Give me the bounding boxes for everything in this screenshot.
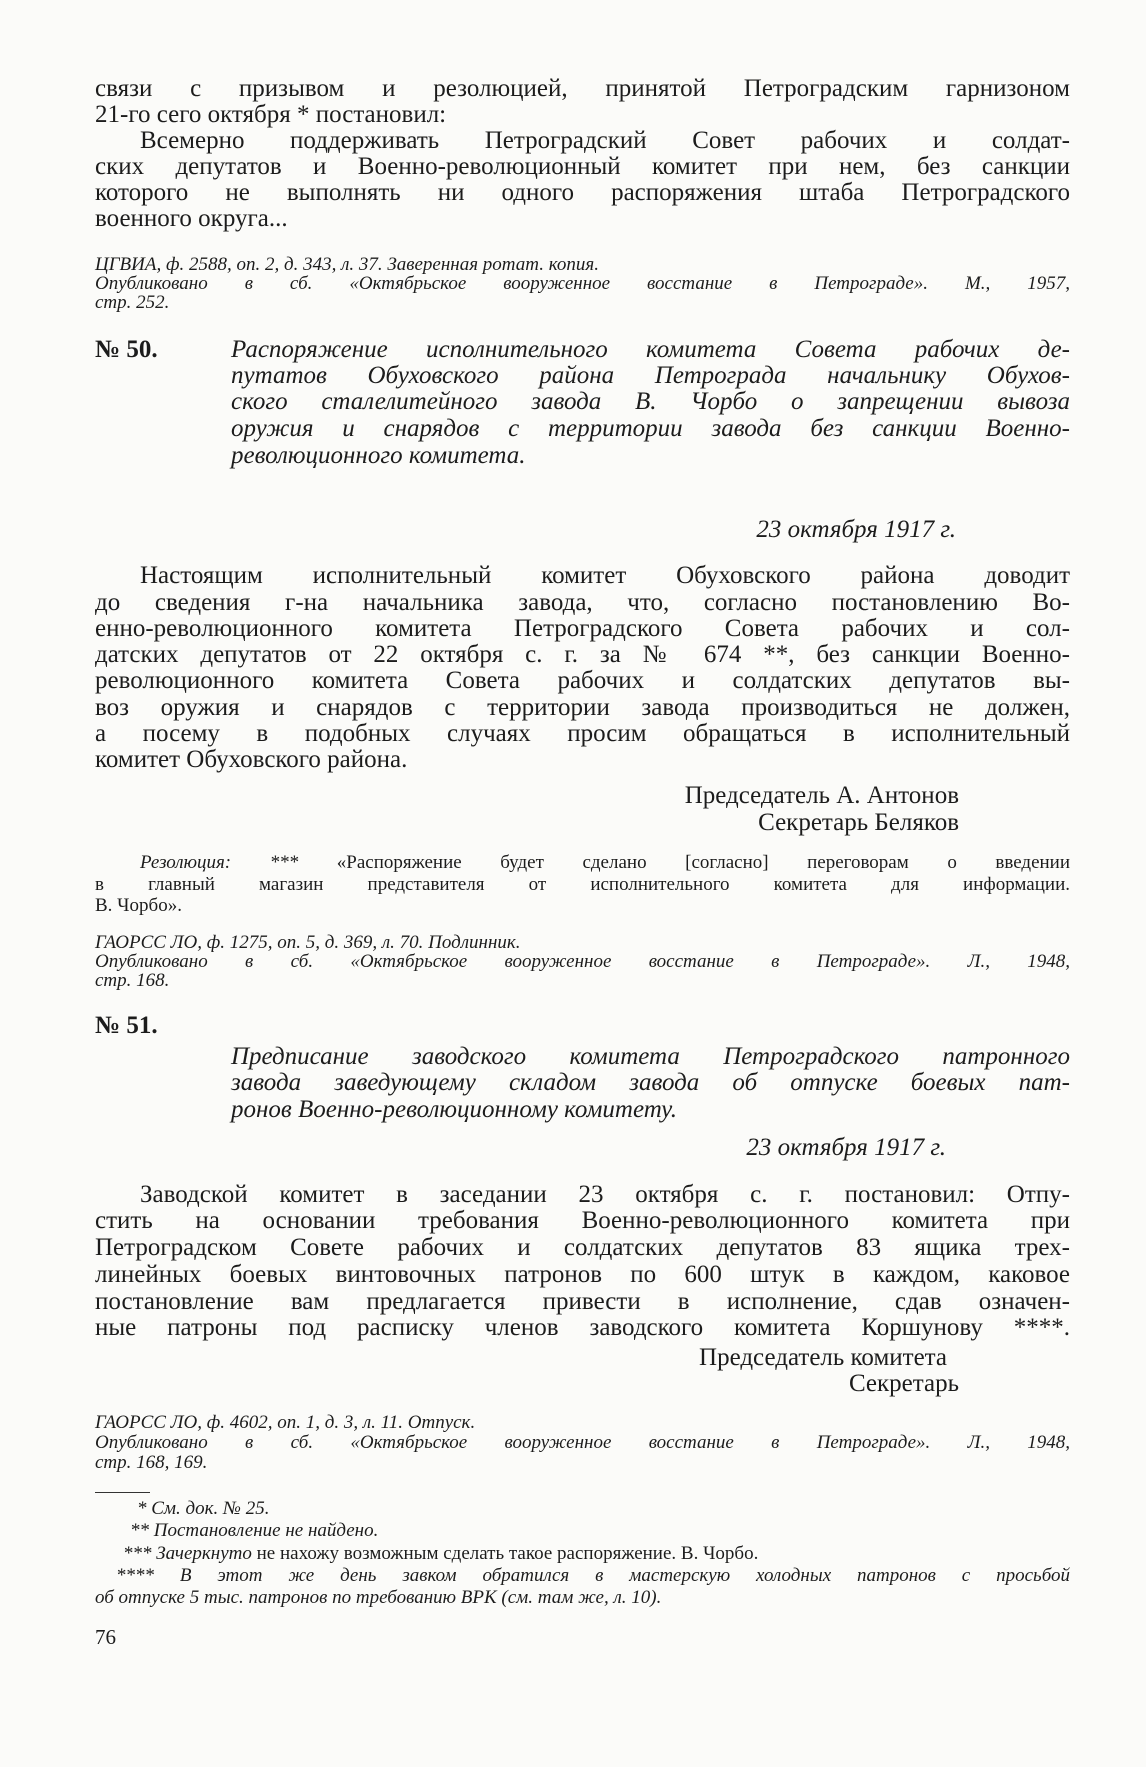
text-line: Петроградском Совете рабочих и солдатских депутатов 83 ящика трех- <box>95 1234 1070 1261</box>
source-line: ЦГВИА, ф. 2588, оп. 2, д. 343, л. 37. Заверенная ротат. копия. <box>95 254 599 275</box>
document-date: 23 октября 1917 г. <box>746 1134 946 1161</box>
source-line: Опубликовано в сб. «Октябрьское вооруженное восстание в Петрограде». Л., 1948, <box>95 1432 1070 1453</box>
source-line: Опубликовано в сб. «Октябрьское вооруженное восстание в Петрограде». М., 1957, <box>95 273 1070 294</box>
footnote-text: См. док. № 25. <box>151 1498 270 1519</box>
text-line: а посему в подобных случаях просим обращаться в исполнительный <box>95 720 1070 747</box>
document-number: № 51. <box>95 1012 158 1039</box>
footnote <box>123 1543 758 1564</box>
text-line: военного округа... <box>95 205 288 232</box>
document-title-line: Предписание заводского комитета Петроградского патронного <box>231 1043 1070 1070</box>
footnote-text: об отпуске 5 тыс. патронов по требованию ВРК (см. там же, л. 10). <box>95 1587 662 1608</box>
source-line: ГАОРСС ЛО, ф. 1275, оп. 5, д. 369, л. 70. Подлинник. <box>95 932 521 953</box>
document-title-line: революционного комитета. <box>231 442 526 469</box>
footnote-text: не нахожу возможным сделать такое распоряжение. В. Чорбо. <box>256 1543 759 1564</box>
document-title-line: Распоряжение исполнительного комитета Совета рабочих де- <box>231 336 1070 363</box>
source-line: ГАОРСС ЛО, ф. 4602, оп. 1, д. 3, л. 11. Отпуск. <box>95 1412 476 1433</box>
footnote <box>116 1565 1070 1586</box>
source-line: Опубликовано в сб. «Октябрьское вооруженное восстание в Петрограде». Л., 1948, <box>95 951 1070 972</box>
resolution-line: В. Чорбо». <box>95 895 182 916</box>
text-line: енно-революционного комитета Петроградского Совета рабочих и сол- <box>95 615 1070 642</box>
signature-chairman: Председатель А. Антонов <box>684 782 959 809</box>
text-line: ные патроны под расписку членов заводского комитета Коршунову ****. <box>95 1314 1070 1341</box>
source-line: стр. 252. <box>95 292 170 313</box>
signature-chairman: Председатель комитета <box>699 1344 947 1371</box>
resolution-label: Резолюция: *** <box>140 852 299 873</box>
document-number: № 50. <box>95 336 158 363</box>
document-title-line: ского сталелитейного завода В. Чорбо о запрещении вывоза <box>231 388 1070 415</box>
source-line: стр. 168. <box>95 970 170 991</box>
resolution-line <box>140 852 1070 873</box>
text-line: комитет Обуховского района. <box>95 746 408 773</box>
signature-secretary: Секретарь Беляков <box>758 809 959 836</box>
footnote-text-italic: Зачеркнуто <box>156 1543 252 1564</box>
resolution-text: «Распоряжение будет сделано [согласно] переговорам о введении <box>336 852 1071 873</box>
document-title-line: завода заведующему складом завода об отпуске боевых пат- <box>231 1069 1070 1096</box>
footnote <box>130 1520 378 1541</box>
footnote-text: В этот же день завком обратился в мастерскую холодных патронов с просьбой <box>179 1565 1071 1586</box>
text-line: постановление вам предлагается привести в исполнение, сдав означен- <box>95 1288 1070 1315</box>
document-title-line: оружия и снарядов с территории завода без санкции Военно- <box>231 415 1070 442</box>
footnote-mark: * <box>137 1498 147 1519</box>
footnote-mark: ** <box>130 1520 149 1541</box>
text-line: которого не выполнять ни одного распоряжения штаба Петроградского <box>95 179 1070 206</box>
footnote <box>137 1498 269 1519</box>
page-number: 76 <box>95 1625 116 1649</box>
signature-secretary: Секретарь <box>848 1370 959 1397</box>
text-line: линейных боевых винтовочных патронов по 600 штук в каждом, каковое <box>95 1261 1070 1288</box>
footnote-text: Постановление не найдено. <box>153 1520 379 1541</box>
text-line: воз оружия и снарядов с территории завода производиться не должен, <box>95 694 1070 721</box>
footnote-mark: *** <box>123 1543 152 1564</box>
document-title-line: ронов Военно-революционному комитету. <box>231 1096 677 1123</box>
footnote-continuation <box>95 1587 661 1608</box>
text-line: до сведения г-на начальника завода, что, согласно постановлению Во- <box>95 589 1070 616</box>
text-line: ских депутатов и Военно-революционный комитет при нем, без санкции <box>95 153 1070 180</box>
footnote-divider <box>95 1492 150 1493</box>
text-line: связи с призывом и резолюцией, принятой Петроградским гарнизоном <box>95 75 1070 102</box>
text-line: стить на основании требования Военно-революционного комитета при <box>95 1207 1070 1234</box>
text-line: революционного комитета Совета рабочих и солдатских депутатов вы- <box>95 667 1070 694</box>
text-line: 21-го сего октября * постановил: <box>95 101 447 128</box>
footnote-mark: **** <box>116 1565 154 1586</box>
document-date: 23 октября 1917 г. <box>756 516 956 543</box>
source-line: стр. 168, 169. <box>95 1452 208 1473</box>
text-line: Настоящим исполнительный комитет Обуховского района доводит <box>140 562 1070 589</box>
document-title-line: путатов Обуховского района Петрограда начальнику Обухов- <box>231 362 1070 389</box>
resolution-line: в главный магазин представителя от исполнительного комитета для информации. <box>95 874 1070 895</box>
text-line: Всемерно поддерживать Петроградский Совет рабочих и солдат- <box>140 127 1070 154</box>
text-line: Заводской комитет в заседании 23 октября с. г. постановил: Отпу- <box>140 1181 1070 1208</box>
text-line: датских депутатов от 22 октября с. г. за № 674 **, без санкции Военно- <box>95 641 1070 668</box>
